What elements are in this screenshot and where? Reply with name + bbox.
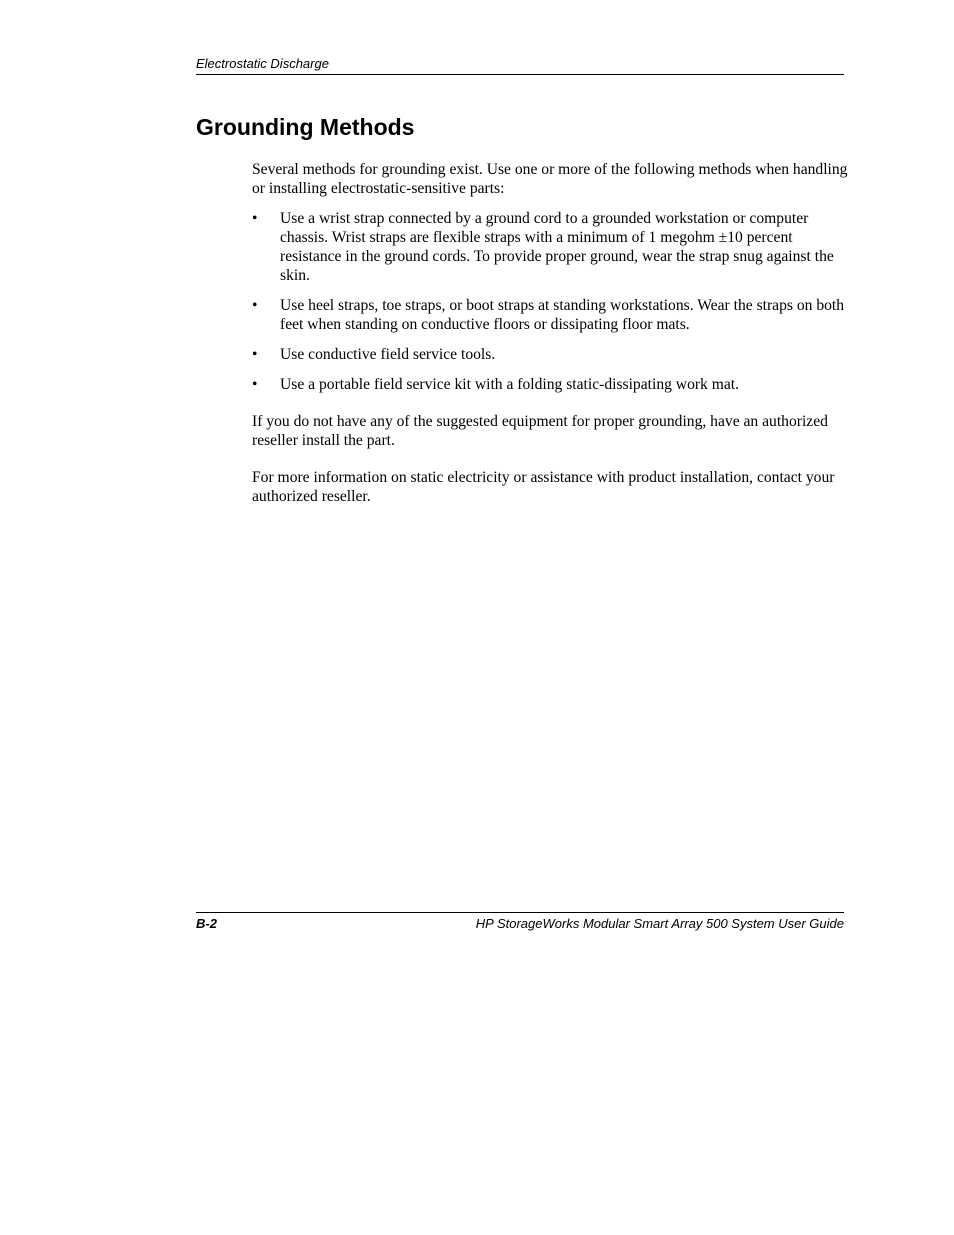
page-number: B-2 [196,916,217,931]
book-title: HP StorageWorks Modular Smart Array 500 System User Guide [475,916,844,931]
equipment-paragraph: If you do not have any of the suggested equipment for proper grounding, have an authorized reseller install the part. [252,413,828,449]
chapter-title: Electrostatic Discharge [196,56,329,71]
section-body [252,160,852,506]
bullet-icon: • [252,210,258,227]
list-item-text: Use a wrist strap connected by a ground cord to a grounded workstation or computer chassis. Wrist straps are flexible straps with a minimum of 1 megohm ±10 percent resistance in the ground cords. To provide proper ground, wear the strap snug against the skin. [280,210,834,284]
bullet-icon: • [252,346,258,363]
list-item-text: Use heel straps, toe straps, or boot straps at standing workstations. Wear the straps on both feet when standing on conductive floors or dissipating floor mats. [280,297,845,333]
intro-paragraph: Several methods for grounding exist. Use one or more of the following methods when handling or installing electrostatic-sensitive parts: [252,161,848,197]
list-item [252,375,852,394]
list-item [252,345,852,364]
bullet-icon: • [252,297,258,314]
list-item-text: Use a portable field service kit with a folding static-dissipating work mat. [280,376,740,393]
grounding-methods-list [252,209,852,394]
list-item-text: Use conductive field service tools. [280,346,496,363]
bullet-icon: • [252,376,258,393]
section-title: Grounding Methods [196,114,415,140]
running-footer [196,912,844,932]
list-item [252,209,852,285]
list-item [252,296,852,334]
more-info-paragraph: For more information on static electricity or assistance with product installation, contact your authorized reseller. [252,469,835,505]
running-header [196,56,844,75]
